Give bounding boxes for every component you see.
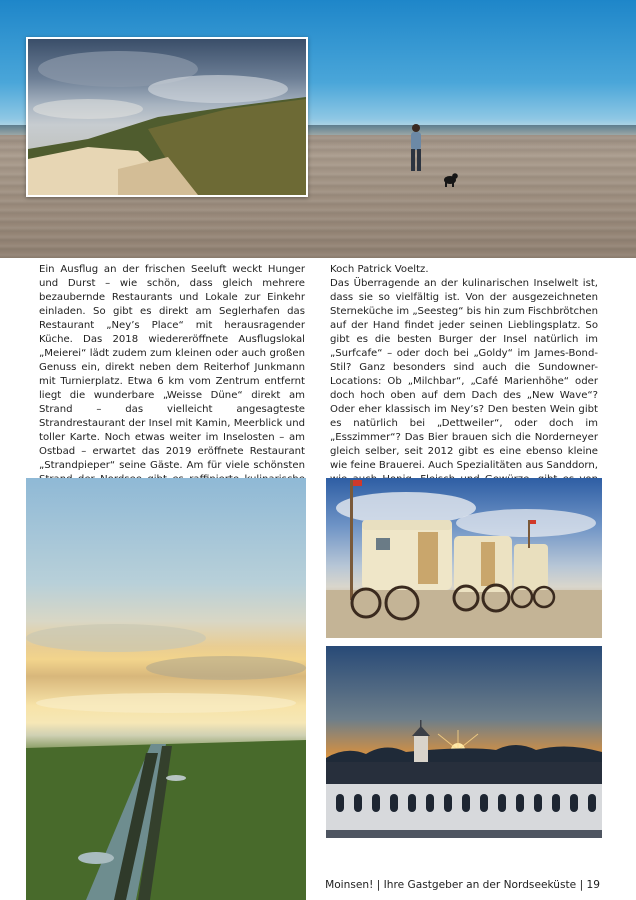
footer-separator: |: [576, 879, 587, 891]
page-footer: [325, 879, 600, 891]
paragraph-culinary-world: Das Überragende an der kulinarischen Inselwelt ist, dass sie so vielfältig ist. Von der ausgezeichneten Sterneküche im „Seesteg“ bis hin zum Fischbrötchen auf der Hand findet jeder seinen Lieblingsplatz. So gibt es die besten Burger der Insel natürlich im „Surfcafe“ – oder doch bei „Goldy“ im James-Bond-Stil? Ganz besonders sind auch die Sundowner-Locations: Ob „Milchbar“, „Café Marienhöhe“ oder doch hoch oben auf dem Dach des „New Wave“? Oder eher klassisch im Ney’s? Den besten Wein gibt es natürlich bei „Dettweiler“, oder doch im „Esszimmer“? Das Bier brauen sich die Norderneyer gleich selber, seit 2012 gibt es eine ebenso kleine wie feine Brauerei. Auch Spezialitäten aus Sanddorn,: [330, 278, 598, 471]
section-name: Ihre Gastgeber an der Nordseeküste: [383, 879, 577, 891]
wadden-sea-photo: [26, 478, 306, 900]
paragraph-restaurants: Ein Ausflug an der frischen Seeluft weckt Hunger und Durst – wie schön, dass gleich mehrere bezaubernde Restaurants und Lokale zur Einkehr einladen. So gibt es direkt am Seglerhafen das Restaurant „Ney’s Place“ mit herausragender Küche. Das 2018 wiedereröffnete Ausflugslokal „Meierei“ lädt zudem zum kleinen oder auch großen Genuss ein, direkt neben dem Reiterhof Junkmann mit Turnierplatz. Etwa 6 km vom Zentrum entfernt liegt die wunderbare „Weisse Düne“ direkt am Strand – das vielleicht angesagteste Strandrestaurant der Insel mit Kamin, Meerblick und toller Karte. Noch etwas weiter im Inselosten – am Ostbad – erwartet das 2019 eröffnete Restaurant „Strandpieper“ seine Gäste. Am für viele schönsten: [39, 264, 305, 471]
magazine-name: Moinsen!: [325, 879, 374, 891]
article-column-left: [39, 263, 305, 501]
sunset-building-photo: [326, 646, 602, 838]
footer-separator: |: [373, 879, 384, 891]
paragraph-continuation: Koch Patrick Voeltz.: [330, 264, 429, 275]
article-column-right: [330, 263, 598, 501]
woman-walking-dog-figure: [402, 120, 472, 195]
page-number: 19: [586, 879, 600, 891]
dune-inset-photo: [26, 37, 308, 197]
hero-beach-photo: [0, 0, 636, 258]
beach-carts-photo: [326, 478, 602, 638]
